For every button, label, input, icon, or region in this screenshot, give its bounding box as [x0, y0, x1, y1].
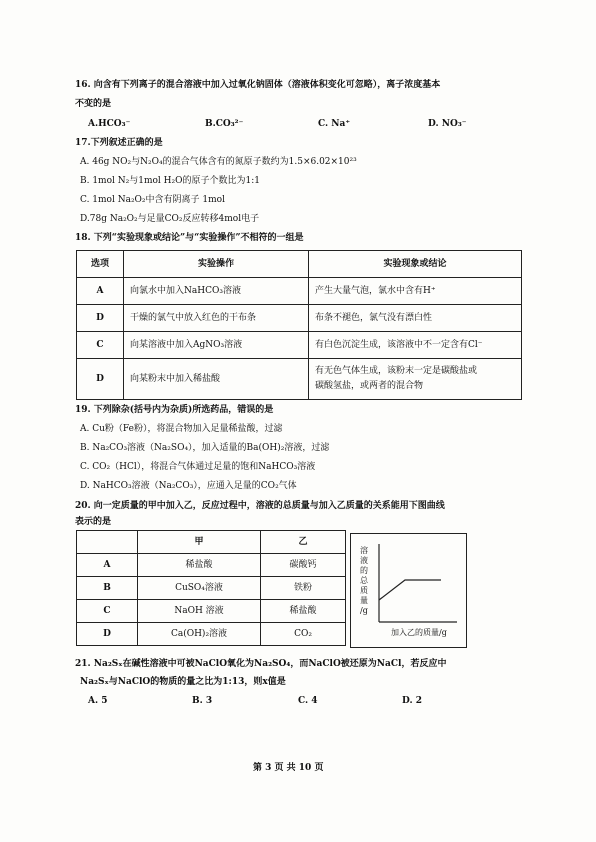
q16-option-c: C. Na⁺: [318, 119, 351, 129]
q18-row-label: D: [77, 305, 124, 332]
q18-header-result: 实验现象或结论: [309, 251, 522, 278]
q20-header-yi: 乙: [261, 531, 346, 554]
ylabel-char: 量: [360, 596, 368, 605]
q17-option-b: B. 1mol N₂与1mol H₂O的原子个数比为1:1: [80, 176, 260, 186]
table-row: [77, 332, 522, 359]
q18-row-label: A: [77, 278, 124, 305]
q20-row-label: B: [77, 577, 138, 600]
q20-header-blank: [77, 531, 138, 554]
q19-option-b: B. Na₂CO₃溶液（Na₂SO₄），加入适量的Ba(OH)₂溶液，过滤: [80, 443, 330, 453]
q18-row-result: 产生大量气泡，氯水中含有H⁺: [309, 278, 522, 305]
q18-header-row: [77, 251, 522, 278]
q18-row-operation: 干燥的氯气中放入红色的干布条: [124, 305, 309, 332]
ylabel-char: 液: [360, 556, 368, 565]
q21-option-d: D. 2: [402, 696, 423, 706]
ylabel-unit: /g: [360, 606, 368, 615]
q18-row-result: [309, 359, 522, 400]
q19-option-a: A. Cu粉（Fe粉），将混合物加入足量稀盐酸，过滤: [80, 424, 283, 434]
q20-row-label: D: [77, 623, 138, 646]
q20-curve: [379, 580, 441, 600]
q20-header-jia: 甲: [138, 531, 261, 554]
q18-row-operation: 向某溶液中加入AgNO₃溶液: [124, 332, 309, 359]
table-row: [77, 554, 346, 577]
q18-row-result-line2: 碳酸氢盐，或两者的混合物: [315, 381, 424, 391]
q19-option-c: C. CO₂（HCl），将混合气体通过足量的饱和NaHCO₃溶液: [80, 462, 316, 472]
q18-stem: 18. 下列“实验现象或结论”与“实验操作”不相符的一组是: [75, 233, 304, 243]
ylabel-char: 的: [360, 566, 368, 575]
q18-header-option: 选项: [77, 251, 124, 278]
q21-option-b: B. 3: [192, 696, 213, 706]
q20-graph-xlabel: 加入乙的质量/g: [391, 628, 447, 637]
q20-row-jia: NaOH 溶液: [138, 600, 261, 623]
q18-row-operation: 向氯水中加入NaHCO₃溶液: [124, 278, 309, 305]
q20-row-label: A: [77, 554, 138, 577]
q20-row-jia: CuSO₄溶液: [138, 577, 261, 600]
q17-option-d: D.78g Na₂O₂与足量CO₂反应转移4mol电子: [80, 214, 260, 224]
q16-option-b: B.CO₃²⁻: [205, 119, 244, 129]
q21-stem-line2: Na₂Sₓ与NaClO的物质的量之比为1:13，则x值是: [80, 677, 286, 687]
q16-stem-line2: 不变的是: [75, 99, 112, 109]
table-row: [77, 278, 522, 305]
q20-row-jia: Ca(OH)₂溶液: [138, 623, 261, 646]
q17-stem: 17.下列叙述正确的是: [75, 138, 163, 148]
q18-header-operation: 实验操作: [124, 251, 309, 278]
q20-stem-line2: 表示的是: [75, 517, 112, 527]
q21-option-a: A. 5: [88, 696, 108, 706]
q20-row-label: C: [77, 600, 138, 623]
q20-row-yi: 铁粉: [261, 577, 346, 600]
q21-stem-line1: 21. Na₂Sₓ在碱性溶液中可被NaClO氧化为Na₂SO₄，而NaClO被还原为NaCl，若反应中: [75, 659, 447, 669]
q20-stem-line1: 20. 向一定质量的甲中加入乙，反应过程中，溶液的总质量与加入乙质量的关系能用下图曲线: [75, 501, 445, 511]
table-row: [77, 623, 346, 646]
ylabel-char: 质: [360, 586, 368, 595]
ylabel-char: 总: [360, 576, 368, 585]
q16-stem-line1: 16. 向含有下列离子的混合溶液中加入过氧化钠固体（溶液体积变化可忽略），离子浓度基本: [75, 80, 441, 90]
q21-option-c: C. 4: [298, 696, 318, 706]
page-footer: 第 3 页 共 10 页: [253, 763, 324, 773]
table-row: [77, 577, 346, 600]
q20-row-yi: CO₂: [261, 623, 346, 646]
table-row: [77, 600, 346, 623]
q19-option-d: D. NaHCO₃溶液（Na₂CO₃），应通入足量的CO₂气体: [80, 481, 297, 491]
q18-row-operation: 向某粉末中加入稀盐酸: [124, 359, 309, 400]
q16-option-d: D. NO₃⁻: [428, 119, 467, 129]
q18-row-result: 布条不褪色，氯气没有漂白性: [309, 305, 522, 332]
q20-header-row: [77, 531, 346, 554]
q18-row-result: 有白色沉淀生成，该溶液中不一定含有Cl⁻: [309, 332, 522, 359]
q20-table: [76, 530, 346, 646]
q18-row-result-line1: 有无色气体生成，该粉末一定是碳酸盐或: [315, 366, 478, 377]
q17-option-a: A. 46g NO₂与N₂O₄的混合气体含有的氮原子数约为1.5×6.02×10²³: [80, 157, 357, 167]
q16-option-a: A.HCO₃⁻: [88, 119, 131, 129]
q18-table: [76, 250, 522, 400]
q18-row-label: D: [77, 359, 124, 400]
q20-row-yi: 稀盐酸: [261, 600, 346, 623]
q17-option-c: C. 1mol Na₂O₂中含有阴离子 1mol: [80, 195, 225, 205]
table-row: [77, 305, 522, 332]
q19-stem: 19. 下列除杂(括号内为杂质)所选药品，错误的是: [75, 405, 274, 415]
table-row: [77, 359, 522, 400]
q20-graph: [350, 533, 467, 648]
q20-row-yi: 碳酸钙: [261, 554, 346, 577]
ylabel-char: 溶: [360, 546, 368, 555]
q20-row-jia: 稀盐酸: [138, 554, 261, 577]
q18-row-label: C: [77, 332, 124, 359]
